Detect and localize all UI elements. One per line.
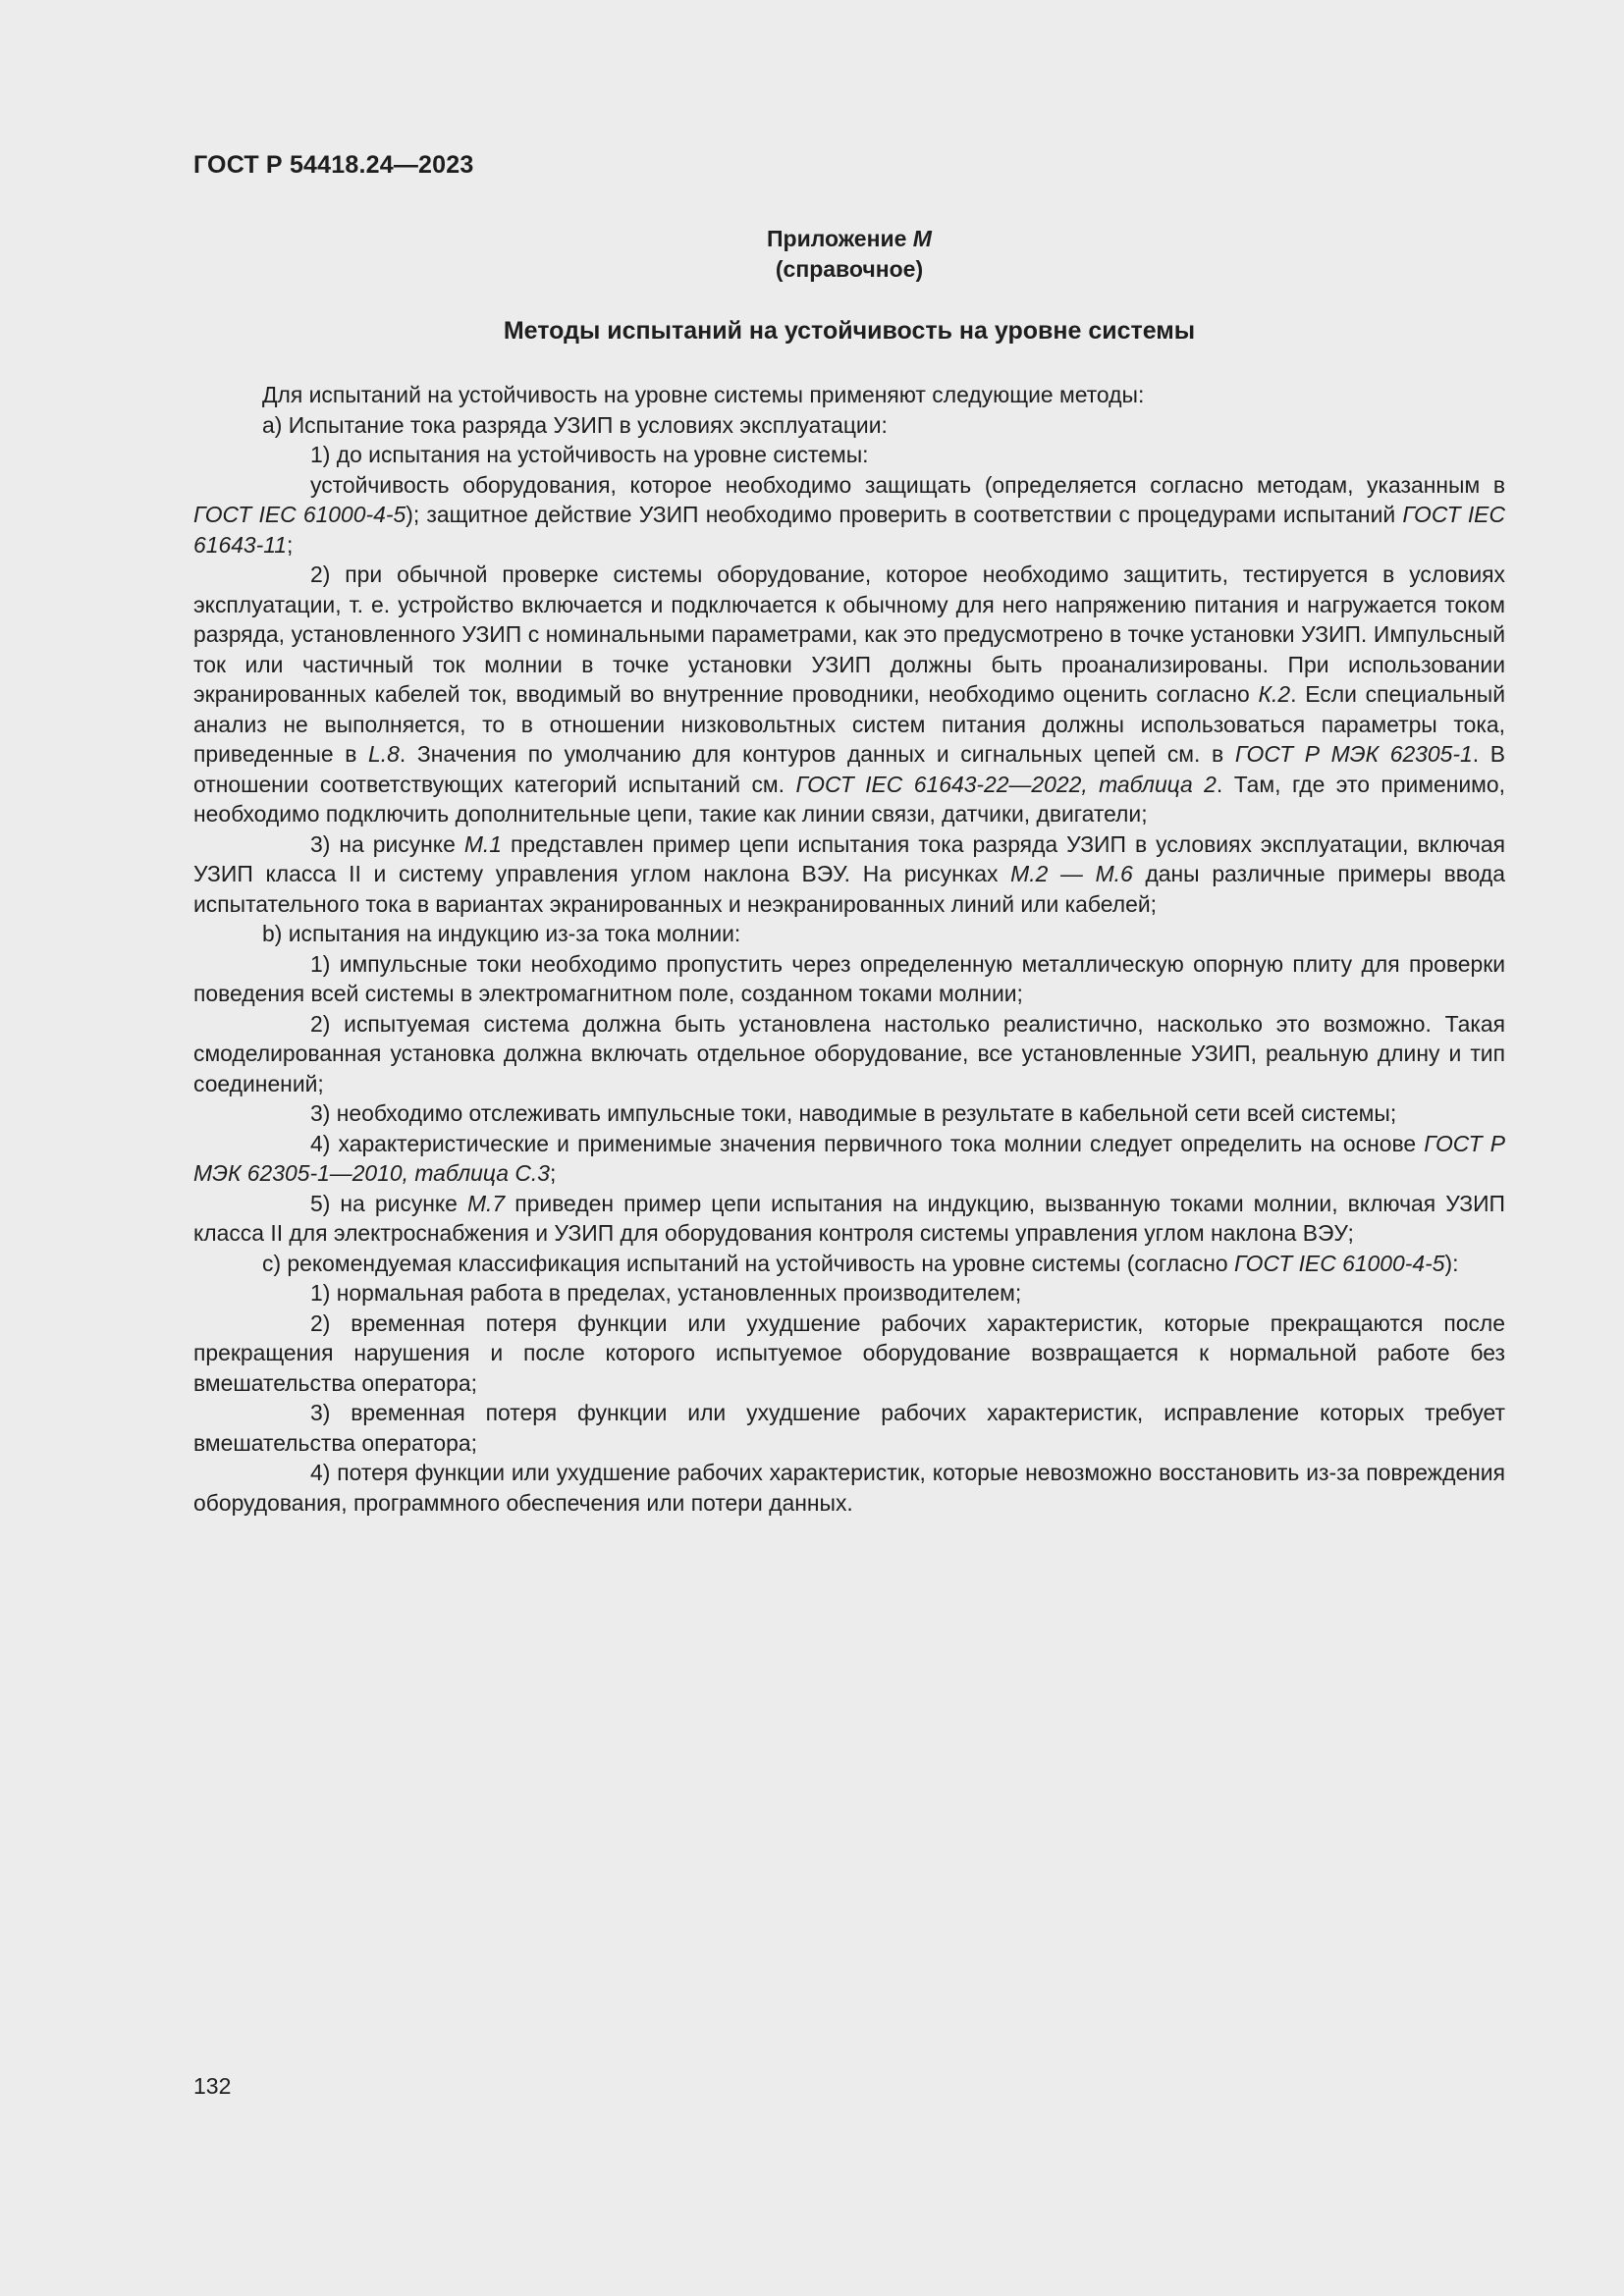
clause-reference: L.8: [368, 741, 400, 767]
item-b2: 2) испытуемая система должна быть установлена настолько реалистично, насколько это возможно. Такая смоделированная установка должна включать отдельное оборудование, все установленные УЗИП, реальную длину и тип соединений;: [193, 1010, 1505, 1096]
appendix-status: (справочное): [775, 256, 924, 282]
item-b: b) испытания на индукцию из-за тока молнии:: [262, 921, 741, 946]
item-c2: 2) временная потеря функции или ухудшение рабочих характеристик, которые прекращаются после прекращения нарушения и после которого испытуемое оборудование возвращается к нормальной работе без вмешательства оператора;: [193, 1309, 1505, 1396]
appendix-title-prefix: Приложение: [767, 226, 913, 251]
item-b1: 1) импульсные токи необходимо пропустить через определенную металлическую опорную плиту для проверки поведения всей системы в электромагнитном поле, созданном токами молнии;: [193, 950, 1505, 1006]
item-a2: 2) при обычной проверке системы оборудование, которое необходимо защитить, тестируется в условиях эксплуатации, т. е. устройство включается и подключается к обычному для него напряжению питания и нагружается током разряда, установленного УЗИП с номинальными параметрами, как это предусмотрено в точке установки УЗИП. Импульсный ток или частичный ток молнии в точке установки УЗИП должны быть проанализированы. При использовании экранированных кабелей ток, вводимый во внутренние проводники, необходимо оценить согласно К.2. Если специальный анализ не выполняется, то в отношении низковольтных систем питания должны использоваться параметры тока, приведенные в L.8. Значения по умолчанию для контуров данных и сигнальных цепей см. в ГОСТ Р МЭК 62305-1. В отношении соответствующих категорий испытаний см. ГОСТ IEC 61643-22—2022, таблица 2. Там, где это применимо, необходимо подключить дополнительные цепи, такие как линии связи, датчики, двигатели;: [193, 561, 1505, 827]
figure-reference: М.2 — М.6: [1010, 861, 1133, 886]
section-title: Методы испытаний на устойчивость на уровне системы: [503, 317, 1196, 345]
figure-reference: М.1: [463, 830, 502, 857]
standard-reference: ГОСТ IEC 61000-4-5: [193, 502, 406, 527]
item-b5: 5) на рисунке М.7 приведен пример цепи испытания на индукцию, вызванную токами молнии, включая УЗИП класса II для электроснабжения и УЗИП для оборудования контроля системы управления углом наклона ВЭУ;: [193, 1190, 1505, 1246]
figure-reference: М.7: [466, 1190, 506, 1216]
item-a3: 3) на рисунке М.1 представлен пример цепи испытания тока разряда УЗИП в условиях эксплуатации, включая УЗИП класса II и систему управления углом наклона ВЭУ. На рисунках М.2 — М.6 даны различные примеры ввода испытательного тока в вариантах экранированных и неэкранированных линий или кабелей;: [193, 830, 1505, 917]
item-c4: 4) потеря функции или ухудшение рабочих характеристик, которые невозможно восстановить из-за повреждения оборудования, программного обеспечения или потери данных.: [193, 1460, 1505, 1516]
standard-reference: ГОСТ IEC 61000-4-5: [1233, 1250, 1445, 1276]
item-c1: 1) нормальная работа в пределах, установленных производителем;: [310, 1280, 1022, 1306]
standard-reference: ГОСТ Р МЭК 62305-1—2010, таблица С.3: [193, 1130, 1505, 1186]
item-a1: 1) до испытания на устойчивость на уровне системы:: [310, 442, 869, 467]
item-a: a) Испытание тока разряда УЗИП в условиях эксплуатации:: [262, 411, 888, 438]
item-b4: 4) характеристические и применимые значения первичного тока молнии следует определить на основе ГОСТ Р МЭК 62305-1—2010, таблица С.3;: [193, 1130, 1505, 1186]
document-code: ГОСТ Р 54418.24—2023: [193, 151, 474, 179]
item-b3: 3) необходимо отслеживать импульсные токи, наводимые в результате в кабельной сети всей системы;: [310, 1100, 1397, 1126]
document-body: [193, 380, 1505, 1518]
item-a1-body: устойчивость оборудования, которое необходимо защищать (определяется согласно методам, указанным в ГОСТ IEC 61000-4-5); защитное действие УЗИП необходимо проверить в соответствии с процедурами испытаний ГОСТ IEC 61643-11;: [193, 471, 1505, 558]
paragraph-intro: Для испытаний на устойчивость на уровне системы применяют следующие методы:: [262, 382, 1145, 407]
standard-reference: ГОСТ IEC 61643-11: [193, 502, 1505, 558]
appendix-letter: М: [912, 226, 932, 251]
standard-reference: ГОСТ Р МЭК 62305-1: [1234, 741, 1473, 767]
appendix-heading: [193, 224, 1505, 285]
item-c: c) рекомендуемая классификация испытаний на устойчивость на уровне системы (согласно ГОСТ IEC 61000-4-5):: [262, 1250, 1459, 1276]
item-c3: 3) временная потеря функции или ухудшение рабочих характеристик, исправление которых требует вмешательства оператора;: [193, 1400, 1505, 1456]
standard-reference: ГОСТ IEC 61643-22—2022, таблица 2: [795, 771, 1217, 797]
page-number: 132: [193, 2073, 232, 2099]
clause-reference: К.2: [1258, 681, 1291, 707]
appendix-title: [193, 224, 1505, 254]
